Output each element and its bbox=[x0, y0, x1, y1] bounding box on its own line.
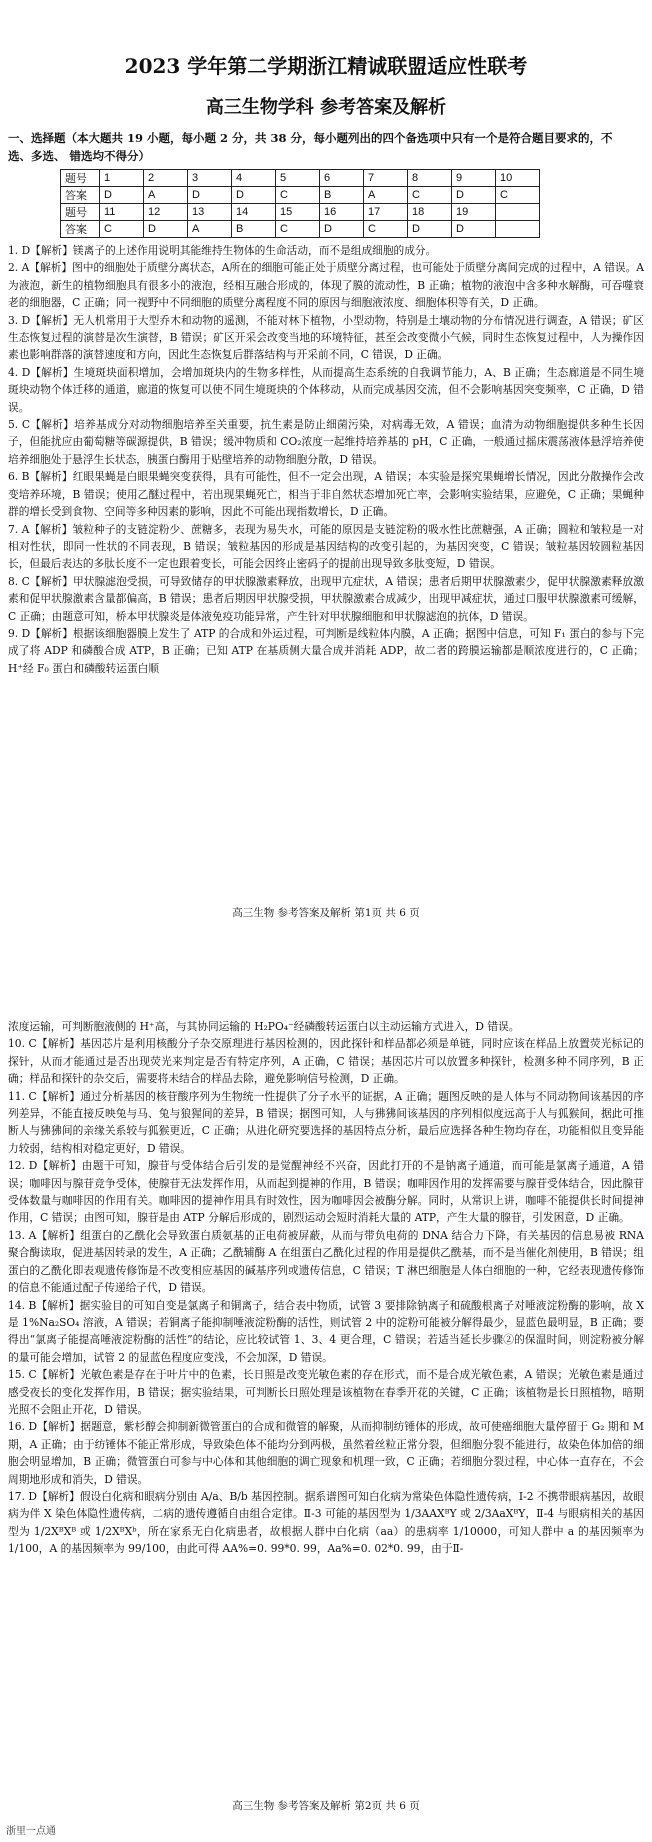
page-2-body bbox=[0, 1018, 652, 1558]
answer-table-header-cell: 题号 bbox=[61, 170, 100, 187]
answer-table-cell: 8 bbox=[408, 170, 452, 187]
answer-table-cell: 3 bbox=[188, 170, 232, 187]
answer-table-cell: C bbox=[408, 187, 452, 204]
answer-table-cell: C bbox=[496, 187, 540, 204]
page-footer: 高三生物 参考答案及解析 第2页 共 6 页 bbox=[232, 1800, 420, 1812]
answer-table-cell: 17 bbox=[364, 204, 408, 221]
answer-explanation: 14. B【解析】据实验目的可知自变是氯离子和铜离子，结合表中物质，试管 3 要排除钠离子和硫酸根离子对唾液淀粉酶的影响，故 X 是 1%Na₂SO₄ 溶液，A 错误；若铜离子能抑制唾液淀粉酶的活性，则试管 2 中的淀粉可能被分解得最少，显蓝色最明显，B 正确；要得出“氯离子能提高唾液淀粉酶的活性”的结论，应比较试管 1、3、4 更合理，C 错误；若适当延长步骤②的保温时间，则淀粉被分解的量可能会增加，试管 2 的显蓝色程度应变浅，不会加深，D 错误。 bbox=[8, 1298, 644, 1364]
answer-explanation: 16. D【解析】据题意，紫杉醇会抑制新微管蛋白的合成和微管的解聚，从而抑制纺锤体的形成，故可使癌细胞大量停留于 G₂ 期和 M 期，A 正确；由于纺锤体不能正常形成，导致染色体不能均分到两极，虽然着丝粒正常分裂，但细胞分裂不能进行，故染色体加倍的细胞会明显增加，B 正确；微管蛋白可参与中心体和其他细胞的调亡现象和机理一致，C 正确；若细胞分裂过程，中心体一直存在，不会周期地形成和消失，D 错误。 bbox=[8, 1420, 644, 1486]
answer-table-cell: C bbox=[364, 221, 408, 238]
answer-explanation: 7. A【解析】皱粒种子的支链淀粉少、蔗糖多，表现为易失水，可能的原因是支链淀粉的吸水性比蔗糖强，A 正确；圆粒和皱粒是一对相对性状，即同一性状的不同表现，B 错误；皱粒基因的形成是基因结构的改变引起的，为基因突变，C 错误；皱粒基因较圆粒基因长，但最后表达的多肽长度不一定也跟着变长，可能会因终止密码子的提前出现导致多肽变短，D 错误。 bbox=[8, 522, 644, 571]
answer-explanation: 1. D【解析】镁离子的上述作用说明其能维持生物体的生命活动，而不是组成细胞的成分。 bbox=[8, 244, 437, 257]
answer-table-cell: 11 bbox=[100, 204, 144, 221]
answer-table-cell: B bbox=[232, 221, 276, 238]
page-footer: 高三生物 参考答案及解析 第1页 共 6 页 bbox=[232, 907, 420, 919]
answer-table-cell: D bbox=[452, 221, 496, 238]
answer-table-cell: A bbox=[364, 187, 408, 204]
page-1-body bbox=[0, 242, 652, 677]
answer-table-cell: D bbox=[232, 187, 276, 204]
answer-table-cell: 14 bbox=[232, 204, 276, 221]
page-gap bbox=[0, 930, 652, 1000]
answer-explanation: 3. D【解析】无人机常用于大型乔木和动物的遥测，不能对林下植物，小型动物，特别是土壤动物的分布情况进行调查，A 错误；矿区生态恢复过程的演替是次生演替，B 错误；矿区开采会改变当地的环境特征，甚至会改变微小气候，同时生态恢复过程中，人为操作因素也影响群落的演替速度和方向，因此生态恢复后群落结构与开采前不同，C 错误，D 正确。 bbox=[8, 313, 644, 362]
answer-table-cell: C bbox=[100, 221, 144, 238]
answer-explanation: 2. A【解析】图中的细胞处于质壁分离状态，A所在的细胞可能正处于质壁分离过程，也可能处于质壁分离间完成的过程中，A 错误。A 为液泡，新生的植物细胞具有很多小的液泡，经相互融合形成的，体现了膜的流动性，B 正确；植物的液泡中含多种水解酶，可吞噬衰老的细胞器，C 正确；同一视野中不同细胞的质壁分离程度不同的原因与细胞液浓度、细胞体积等有关，D 正确。 bbox=[8, 261, 644, 310]
answer-table-cell: 12 bbox=[144, 204, 188, 221]
answer-table-cell: D bbox=[144, 221, 188, 238]
answer-table-cell: 1 bbox=[100, 170, 144, 187]
answer-table-cell: 19 bbox=[452, 204, 496, 221]
exam-subtitle: 高三生物学科 参考答案及解析 bbox=[205, 97, 447, 118]
answer-table-cell: A bbox=[188, 221, 232, 238]
answer-table-header-cell: 题号 bbox=[61, 204, 100, 221]
answer-table-cell: D bbox=[100, 187, 144, 204]
answer-table-cell: 15 bbox=[276, 204, 320, 221]
answer-table-cell: C bbox=[276, 187, 320, 204]
answer-explanation: 8. C【解析】甲状腺滤泡受损，可导致储存的甲状腺激素释放，出现甲亢症状，A 错误；患者后期甲状腺激素少，促甲状腺激素释放激素和促甲状腺激素含量都偏高，B 错误；患者后期因甲状腺受损，甲状腺激素合成减少，出现甲减症状，通过口服甲状腺激素可缓解，C 正确；由题意可知，桥本甲状腺炎是体液免疫功能异常，产生针对甲状腺细胞和甲状腺滤泡的抗体，D 错误。 bbox=[8, 574, 644, 623]
answer-table-cell: 7 bbox=[364, 170, 408, 187]
answer-table-cell: 2 bbox=[144, 170, 188, 187]
answer-table-cell: 13 bbox=[188, 204, 232, 221]
answer-explanation: 15. C【解析】光敏色素是存在于叶片中的色素，长日照是改变光敏色素的存在形式，而不是合成光敏色素，A 错误；光敏色素是通过感受夜长的变化发挥作用，B 错误；据实验结果，可判断长日照处理是该植物在春季开花的关键，C 正确；该植物是长日照植物，暗期光照不会阻止开花，D 错误。 bbox=[8, 1368, 644, 1416]
section-heading: 一、选择题（本大题共 19 小题，每小题 2 分，共 38 分，每小题列出的四个备选项中只有一个是符合题目要求的，不选、多选、 错选均不得分） bbox=[8, 131, 613, 163]
answer-table-cell: B bbox=[320, 187, 364, 204]
answer-explanation: 12. D【解析】由题干可知，腺苷与受体结合后引发的是觉醒神经不兴奋，因此打开的不是钠离子通道，而可能是氯离子通道，A 错误；咖啡因与腺苷竞争受体，使腺苷无法发挥作用，从而起到提神的作用，B 错误；咖啡因作用的发挥需要与腺苷受体结合，因此腺苷受体数量与咖啡因的作用有关。咖啡因的提神作用具有时效性，因为咖啡因会被酶分解。同时，从常识上讲，咖啡不能提供长时间提神作用，C 错误；由图可知，腺苷是由 ATP 分解后形成的，剧烈运动会短时消耗大量的 ATP，产生大量的腺苷，引发困意，D 正确。 bbox=[8, 1159, 644, 1225]
answer-table-cell: 16 bbox=[320, 204, 364, 221]
answer-table-cell: 5 bbox=[276, 170, 320, 187]
answer-table-header-cell: 答案 bbox=[61, 221, 100, 238]
answer-table-cell bbox=[496, 221, 540, 238]
answer-table-cell: D bbox=[408, 221, 452, 238]
answer-explanation: 9. D【解析】根据该细胞器膜上发生了 ATP 的合成和外运过程，可判断是线粒体内膜，A 正确；据图中信息，可知 F₁ 蛋白的参与下完成了将 ADP 和磷酸合成 ATP，B 正确；已知 ATP 在基质侧大量合成并消耗 ADP，故二者的跨膜运输都是顺浓度进行的，C 正确；H⁺经 F₀ 蛋白和磷酸转运蛋白顺 bbox=[8, 626, 644, 675]
answer-table-cell: 6 bbox=[320, 170, 364, 187]
answer-table-cell: D bbox=[188, 187, 232, 204]
answer-table-row bbox=[61, 170, 540, 187]
answer-explanation: 11. C【解析】通过分析基因的核苷酸序列为生物统一性提供了分子水平的证据，A 正确；题图反映的是人体与不同动物间该基因的序列差异，不能直接反映兔与马、兔与狼猩间的差异，B 错误；据图可知，人与狒狒间该基因的序列相似度远高于人与狐猴间，据此可推断人与狒狒间的亲缘关系较与狐猴更近，C 正确；从进化研究要选择的基因特点分析，最后应选择各种生物均存在，功能相似且变异能力较弱，结构相对稳定更好，D 错误。 bbox=[8, 1089, 644, 1155]
answer-explanation: 17. D【解析】假设白化病和眼病分别由 A/a、B/b 基因控制。据系谱图可知白化病为常染色体隐性遗传病，Ⅰ-2 不携带眼病基因，故眼病为伴 X 染色体隐性遗传病，二病的遗传遵循自由组合定律。Ⅱ-3 可能的基因型为 1/3AAXᴮY 或 2/3AaXᴮY，Ⅱ-4 与眼病相关的基因型为 1/2XᴮXᴮ 或 1/2XᴮXᵇ，所在家系无白化病患者，故根据人群中白化病（aa）的患病率 1/10000，可知人群中 a 的基因频率为 1/100，A 的基因频率为 99/100，由此可得 AA%=0. 99*0. 99，Aa%=0. 02*0. 99，由于Ⅱ- bbox=[8, 1489, 644, 1556]
answer-table-cell: D bbox=[320, 221, 364, 238]
page-2 bbox=[0, 1000, 652, 1842]
answer-explanation: 13. A【解析】组蛋白的乙酰化会导致蛋白质氨基的正电荷被屏蔽，从而与带负电荷的 DNA 结合力下降，有关基因的信息易被 RNA 聚合酶读取，促进基因转录的发生，A 正确；乙酰辅酶 A 在组蛋白乙酰化过程的作用是提供乙酰基，而不是当催化剂使用，B 错误；组蛋白的乙酰化即表观遗传修饰是不改变相应基因的碱基序列或遗传信息，C 错误；T 淋巴细胞是人体白细胞的一种，它经表现遗传修饰的信息不能通过配子传递给子代，D 错误。 bbox=[8, 1228, 644, 1295]
answer-explanation: 浓度运输，可判断胞液侧的 H⁺高，与其协同运输的 H₂PO₄⁻经磷酸转运蛋白以主动运输方式进入，D 错误。 bbox=[8, 1020, 520, 1033]
answer-table-cell bbox=[496, 204, 540, 221]
exam-title: 2023 学年第二学期浙江精诚联盟适应性联考 bbox=[124, 54, 528, 78]
answer-table-row bbox=[61, 187, 540, 204]
answer-table-cell: 10 bbox=[496, 170, 540, 187]
answer-table-row bbox=[61, 204, 540, 221]
answer-explanation: 6. B【解析】红眼果蝇是白眼果蝇突变获得，具有可能性，但不一定会出现，A 错误；本实验是探究果蝇增长情况，因此分散操作会改变培养环境，B 错误；使用乙醚过程中，若出现果蝇死亡，相当于非自然状态增加死亡率，会影响实验结果，应避免，C 正确；果蝇种群的增长受到食物、空间等多种因素的影响，因此不可能出现指数增长，D 正确。 bbox=[8, 470, 644, 519]
answer-explanation: 5. C【解析】培养基成分对动物细胞培养至关重要，抗生素是防止细菌污染，对病毒无效，A 错误；血清为动物细胞提供多种生长因子，但能扰应由葡萄糖等碳源提供，B 错误；缓冲物质和 CO₂浓度一起维持培养基的 pH，C 正确，一般通过摇床震荡液体悬浮培养使培养细胞处于悬浮生长状态，胰蛋白酶用于贴壁培养的动物细胞分散，D 错误。 bbox=[8, 418, 644, 466]
answer-table-cell: 9 bbox=[452, 170, 496, 187]
answer-table-header-cell: 答案 bbox=[61, 187, 100, 204]
answer-table-cell: C bbox=[276, 221, 320, 238]
answer-explanation: 10. C【解析】基因芯片是利用核酸分子杂交原理进行基因检测的，因此探针和样品都必须是单链，同时应该在样品上放置荧光标记的探针，从而才能通过是否出现荧光来判定是否有特定序列，A 正确，C 错误；基因芯片可以放置多种探针，检测多种不同序列，B 正确；样品和探针的杂交后，需要将未结合的样品去除，避免影响信号检测，D 正确。 bbox=[8, 1037, 644, 1086]
answer-table-cell: A bbox=[144, 187, 188, 204]
answer-table-cell: D bbox=[452, 187, 496, 204]
answer-table-row bbox=[61, 221, 540, 238]
answer-table bbox=[60, 169, 540, 238]
answer-table-cell: 18 bbox=[408, 204, 452, 221]
watermark: 浙里一点通 bbox=[6, 1826, 56, 1837]
answer-table-cell: 4 bbox=[232, 170, 276, 187]
answer-explanation: 4. D【解析】生境斑块面积增加，会增加斑块内的生物多样性，从而提高生态系统的自我调节能力，A、B 正确；生态廊道是不同生境斑块动物个体迁移的通道，廊道的恢复可以使不同生境斑块的个体移动，从而完成基因交流，但不会影响基因突变频率，C 正确，D 错误。 bbox=[8, 365, 644, 414]
